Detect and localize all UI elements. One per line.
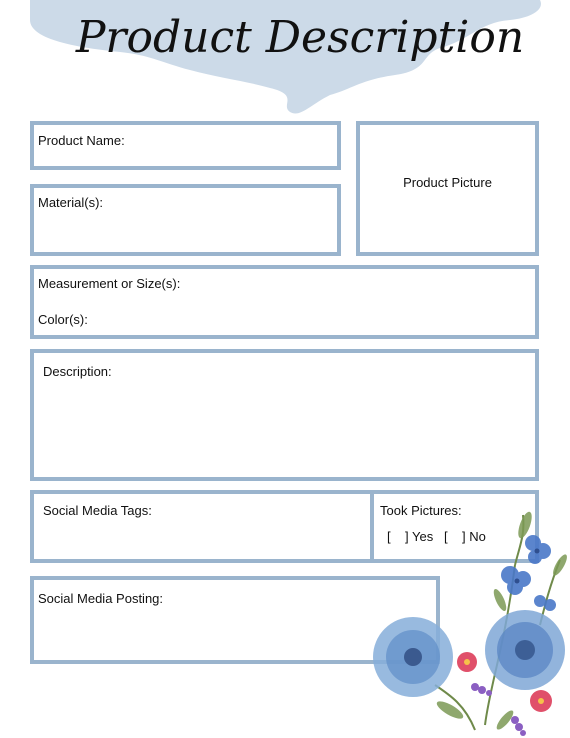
no-checkbox[interactable]: [ ] No xyxy=(444,529,486,544)
page-title-text: Product Description xyxy=(75,12,525,63)
social-media-tags-box[interactable] xyxy=(30,490,374,563)
took-pictures-label: Took Pictures: xyxy=(380,503,462,518)
description-label: Description: xyxy=(43,364,112,379)
description-box[interactable] xyxy=(30,349,539,481)
yes-checkbox[interactable]: [ ] Yes xyxy=(387,529,434,544)
social-media-tags-label: Social Media Tags: xyxy=(43,503,152,518)
product-picture-box[interactable] xyxy=(356,121,539,256)
material-label: Material(s): xyxy=(38,195,104,210)
measurement-color-box[interactable] xyxy=(30,265,539,339)
measurement-label: Measurement or Size(s): xyxy=(38,276,181,291)
color-label: Color(s): xyxy=(38,312,88,327)
product-picture-label: Product Picture xyxy=(403,175,492,190)
social-media-posting-label: Social Media Posting: xyxy=(38,591,164,606)
product-name-box[interactable] xyxy=(30,121,341,170)
product-name-label: Product Name: xyxy=(38,133,125,148)
material-box[interactable] xyxy=(30,184,341,256)
watercolor-flowers-icon xyxy=(365,505,570,738)
page-title xyxy=(0,0,570,110)
